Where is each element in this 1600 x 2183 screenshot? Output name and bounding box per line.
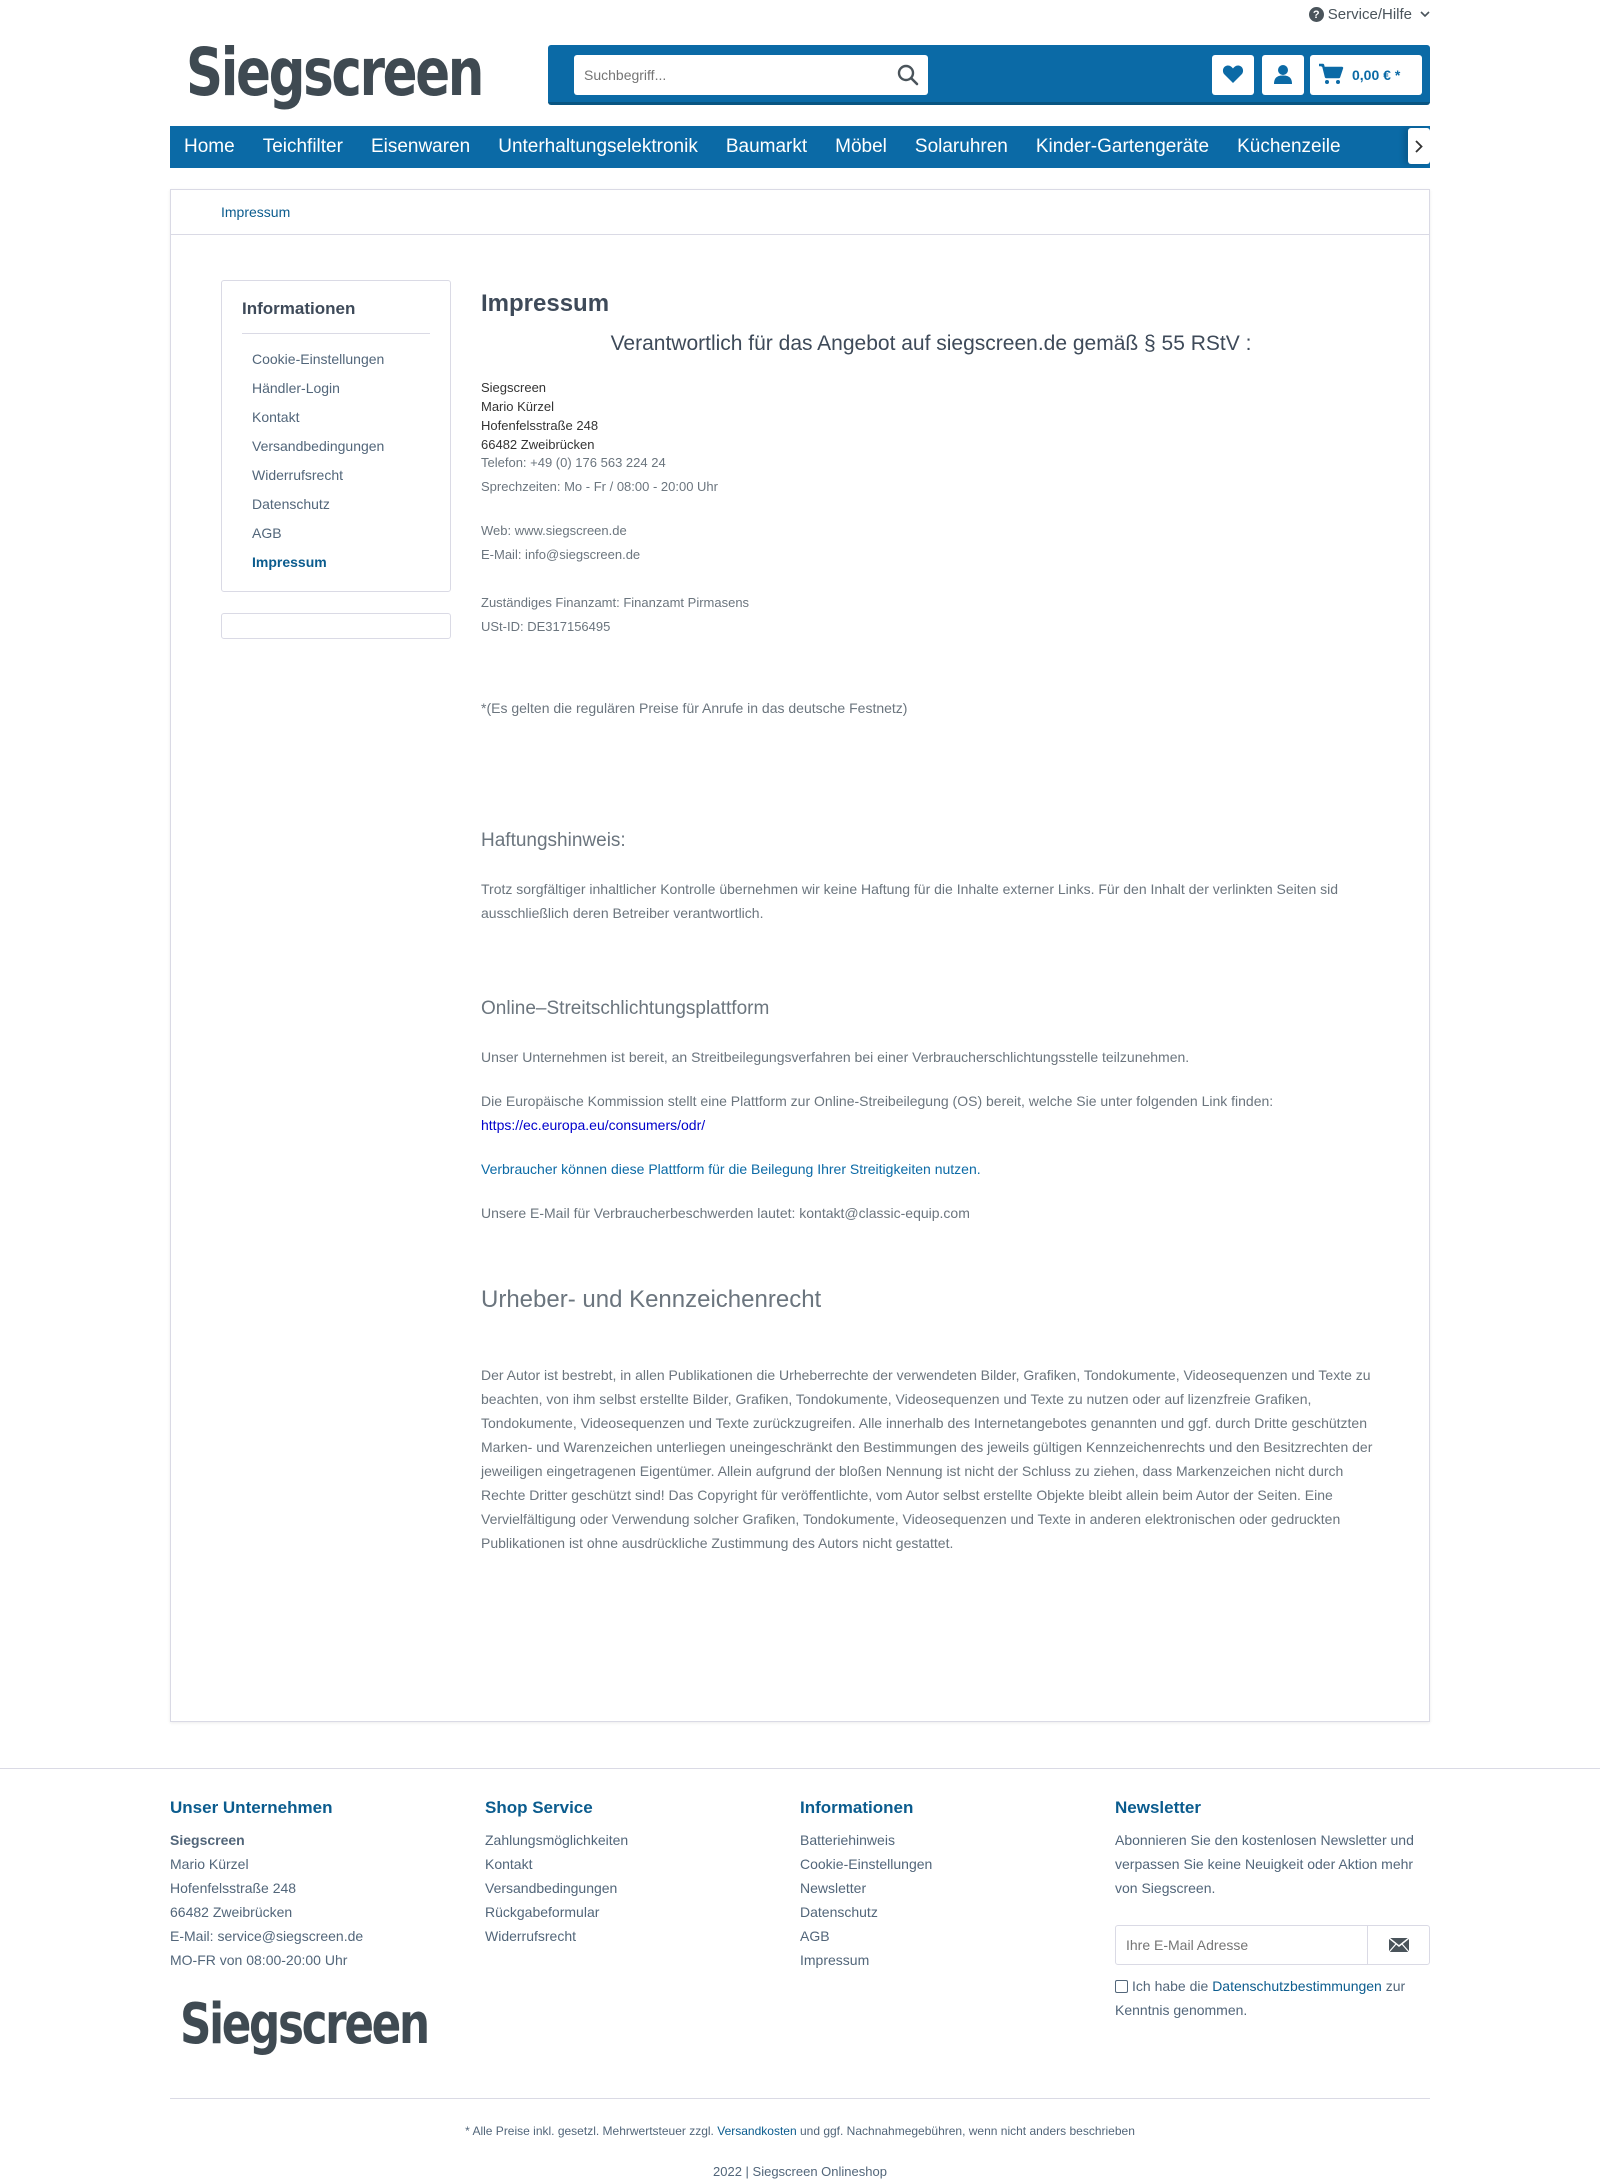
nav-item-teichfilter[interactable]: Teichfilter	[262, 136, 343, 157]
footer-link-payment[interactable]: Zahlungsmöglichkeiten	[485, 1832, 629, 1848]
newsletter-consent	[1115, 1974, 1435, 2022]
liability-text: Trotz sorgfältiger inhaltlicher Kontrolle übernehmen wir keine Haftung für die Inhalte externer Links. Für den Inhalt der verlinkten Seiten sid ausschließlich deren Betreiber verantwortlich.	[481, 881, 1339, 921]
chevron-right-icon	[1415, 140, 1423, 153]
odr-text-2	[481, 1089, 1281, 1137]
nav-scroll-right-button[interactable]	[1408, 128, 1430, 164]
footer-company-line: Hofenfelsstraße 248	[170, 1880, 297, 1896]
footer-shop-service	[485, 1798, 785, 1948]
vat-id-text: USt-ID: DE317156495	[481, 619, 611, 634]
newsletter-submit-button[interactable]	[1367, 1926, 1429, 1964]
chevron-down-icon	[1420, 9, 1430, 21]
copyright-notice: 2022 | Siegscreen Onlineshop	[713, 2164, 887, 2179]
copyright-heading: Urheber- und Kennzeichenrecht	[481, 1286, 822, 1313]
footer-divider	[0, 1768, 1600, 1769]
shop-logo[interactable]	[186, 34, 483, 112]
sidebar-divider	[242, 333, 430, 334]
nav-item-home[interactable]: Home	[184, 136, 235, 157]
footer-link-terms[interactable]: AGB	[800, 1928, 830, 1944]
footer-company-line: E-Mail: service@siegscreen.de	[170, 1928, 364, 1944]
footer-link-cookie-settings[interactable]: Cookie-Einstellungen	[800, 1856, 933, 1872]
footer-company-line: MO-FR von 08:00-20:00 Uhr	[170, 1952, 348, 1968]
service-help-menu[interactable]	[1309, 6, 1430, 23]
legal-suffix: und ggf. Nachnahmegebühren, wenn nicht anders beschrieben	[799, 2124, 1135, 2138]
footer-shop-service-title: Shop Service	[485, 1798, 593, 1817]
footer-bottom-divider	[170, 2098, 1430, 2099]
consent-suffix: zur Kenntnis genommen.	[1115, 1978, 1406, 2018]
sidebar-item-dealer-login[interactable]: Händler-Login	[252, 380, 340, 396]
footer-link-impressum[interactable]: Impressum	[800, 1952, 870, 1968]
sidebar-item-withdrawal[interactable]: Widerrufsrecht	[252, 467, 344, 483]
sidebar-empty-box	[221, 613, 451, 639]
nav-item-kuechenzeile[interactable]: Küchenzeile	[1237, 136, 1341, 157]
search-box	[574, 55, 928, 95]
footer-company-line: Mario Kürzel	[170, 1856, 249, 1872]
breadcrumb-divider	[171, 234, 1429, 235]
heart-icon	[1222, 64, 1244, 87]
odr-platform-link[interactable]: Verbraucher können diese Plattform für die Beilegung Ihrer Streitigkeiten nutzen.	[481, 1161, 981, 1177]
footer-link-contact[interactable]: Kontakt	[485, 1856, 533, 1872]
sidebar-title: Informationen	[242, 299, 356, 318]
nav-item-moebel[interactable]: Möbel	[835, 136, 887, 157]
page-title: Impressum	[481, 290, 610, 317]
sidebar-item-contact[interactable]: Kontakt	[252, 409, 300, 425]
footer-link-battery[interactable]: Batteriehinweis	[800, 1832, 895, 1848]
company-address	[481, 378, 598, 454]
breadcrumb-impressum[interactable]: Impressum	[221, 204, 291, 220]
sidebar-information	[221, 280, 451, 592]
footer-information	[800, 1798, 1100, 1972]
search-icon[interactable]	[888, 56, 928, 94]
complaint-email-text: Unsere E-Mail für Verbraucherbeschwerden lautet: kontakt@classic-equip.com	[481, 1205, 970, 1221]
footer-link-shipping[interactable]: Versandbedingungen	[485, 1880, 618, 1896]
legal-notice	[0, 2124, 1600, 2138]
tax-office-text: Zuständiges Finanzamt: Finanzamt Pirmasens	[481, 595, 750, 610]
envelope-icon	[1389, 1938, 1409, 1952]
odr-link[interactable]: https://ec.europa.eu/consumers/odr/	[481, 1117, 706, 1133]
question-icon: ?	[1309, 7, 1324, 22]
odr-text-1: Unser Unternehmen ist bereit, an Streitbeilegungsverfahren bei einer Verbraucherschlichtungsstelle teilzunehmen.	[481, 1049, 1190, 1065]
responsible-heading: Verantwortlich für das Angebot auf siegscreen.de gemäß § 55 RStV :	[610, 332, 1252, 355]
wishlist-button[interactable]	[1212, 55, 1254, 95]
email-text: E-Mail: info@siegscreen.de	[481, 547, 641, 562]
footer-link-privacy[interactable]: Datenschutz	[800, 1904, 878, 1920]
footer-link-withdrawal[interactable]: Widerrufsrecht	[485, 1928, 577, 1944]
sidebar-item-impressum[interactable]: Impressum	[252, 554, 327, 570]
footer-information-title: Informationen	[800, 1798, 914, 1817]
address-line: Siegscreen	[481, 380, 547, 395]
consent-prefix: Ich habe die	[1132, 1978, 1209, 1994]
footer-logo	[180, 1990, 428, 2060]
footer-link-return-form[interactable]: Rückgabeformular	[485, 1904, 600, 1920]
account-button[interactable]	[1262, 55, 1304, 95]
footer-company-line: Siegscreen	[170, 1832, 245, 1848]
sidebar-item-privacy[interactable]: Datenschutz	[252, 496, 330, 512]
consent-checkbox[interactable]	[1115, 1980, 1128, 1993]
nav-item-solaruhren[interactable]: Solaruhren	[914, 136, 1008, 157]
footer-link-newsletter[interactable]: Newsletter	[800, 1880, 867, 1896]
header-bar	[548, 45, 1430, 105]
nav-item-eisenwaren[interactable]: Eisenwaren	[370, 136, 471, 157]
web-text: Web: www.siegscreen.de	[481, 523, 627, 538]
footer-company-line: 66482 Zweibrücken	[170, 1904, 293, 1920]
newsletter-description: Abonnieren Sie den kostenlosen Newsletter und verpassen Sie keine Neuigkeit oder Aktion mehr von Siegscreen.	[1115, 1832, 1414, 1896]
search-input[interactable]	[574, 56, 888, 94]
phone-text: Telefon: +49 (0) 176 563 224 24	[481, 455, 666, 470]
legal-prefix: * Alle Preise inkl. gesetzl. Mehrwertsteuer zzgl.	[465, 2124, 714, 2138]
sidebar-item-cookie-settings[interactable]: Cookie-Einstellungen	[252, 351, 385, 367]
shipping-costs-link[interactable]: Versandkosten	[717, 2124, 797, 2138]
main-navigation	[170, 126, 1430, 168]
copyright-text: Der Autor ist bestrebt, in allen Publikationen die Urheberrechte der verwendeten Bilder, Grafiken, Tondokumente, Videosequenzen und Texte zu beachten, von ihm selbst erstellte Bilder, Grafiken, Tondokumente, Videosequenzen und Texte zu nutzen oder auf lizenzfreie Grafiken, Tondokumente, Videosequenzen und Texte zurückzugreifen. Alle innerhalb des Internetangebotes genannten und ggf. durch Dritte geschützten Marken- und Warenzeichen unterliegen uneingeschränkt den Bestimmungen des jeweils gültigen Kennzeichenrechts und den Besitzrechten der jeweiligen eingetragenen Eigentümer. Allein aufgrund der bloßen Nennung ist nicht der Schluss zu ziehen, dass Markenzeichen nicht durch Rechte Dritter geschützt sind! Das Copyright für veröffentlichte, vom Autor selbst erstellte Objekte bleibt allein beim Autor der Seiten. Eine Vervielfältigung oder Verwendung solcher Grafiken, Tondokumente, Videosequenzen und Texte in anderen elektronischen oder gedruckten Publikationen ist ohne ausdrückliche Zustimmung des Autors nicht gestattet.	[481, 1367, 1373, 1551]
odr-text-2-body: Die Europäische Kommission stellt eine Plattform zur Online-Streibeilegung (OS) bereit, welche Sie unter folgenden Link finden:	[481, 1093, 1274, 1109]
privacy-policy-link[interactable]: Datenschutzbestimmungen	[1212, 1978, 1382, 1994]
footer-logo-text: Siegscreen	[180, 1992, 428, 2057]
cart-button[interactable]	[1310, 55, 1422, 95]
cart-icon	[1318, 63, 1344, 88]
address-line: 66482 Zweibrücken	[481, 437, 595, 452]
nav-item-unterhaltungselektronik[interactable]: Unterhaltungselektronik	[498, 136, 698, 157]
logo-text: Siegscreen	[186, 34, 483, 111]
phone-price-note: *(Es gelten die regulären Preise für Anrufe in das deutsche Festnetz)	[481, 700, 908, 716]
main-content-container	[170, 189, 1430, 1722]
nav-item-baumarkt[interactable]: Baumarkt	[725, 136, 808, 157]
newsletter-email-input[interactable]	[1116, 1926, 1367, 1964]
address-line: Hofenfelsstraße 248	[481, 418, 599, 433]
odr-heading: Online–Streitschlichtungsplattform	[481, 998, 770, 1019]
footer-newsletter	[1115, 1798, 1435, 1900]
footer-newsletter-title: Newsletter	[1115, 1798, 1201, 1817]
footer-company-title: Unser Unternehmen	[170, 1798, 333, 1817]
footer-company	[170, 1798, 470, 1972]
newsletter-form	[1115, 1925, 1430, 1965]
nav-item-kinder-gartengeraete[interactable]: Kinder-Gartengeräte	[1035, 136, 1210, 157]
sidebar-item-shipping[interactable]: Versandbedingungen	[252, 438, 385, 454]
liability-heading: Haftungshinweis:	[481, 830, 626, 851]
address-line: Mario Kürzel	[481, 399, 554, 414]
user-icon	[1273, 64, 1293, 87]
cart-total: 0,00 € *	[1352, 67, 1401, 83]
hours-text: Sprechzeiten: Mo - Fr / 08:00 - 20:00 Uhr	[481, 479, 718, 494]
sidebar-item-terms[interactable]: AGB	[252, 525, 282, 541]
service-help-label: Service/Hilfe	[1327, 6, 1412, 23]
